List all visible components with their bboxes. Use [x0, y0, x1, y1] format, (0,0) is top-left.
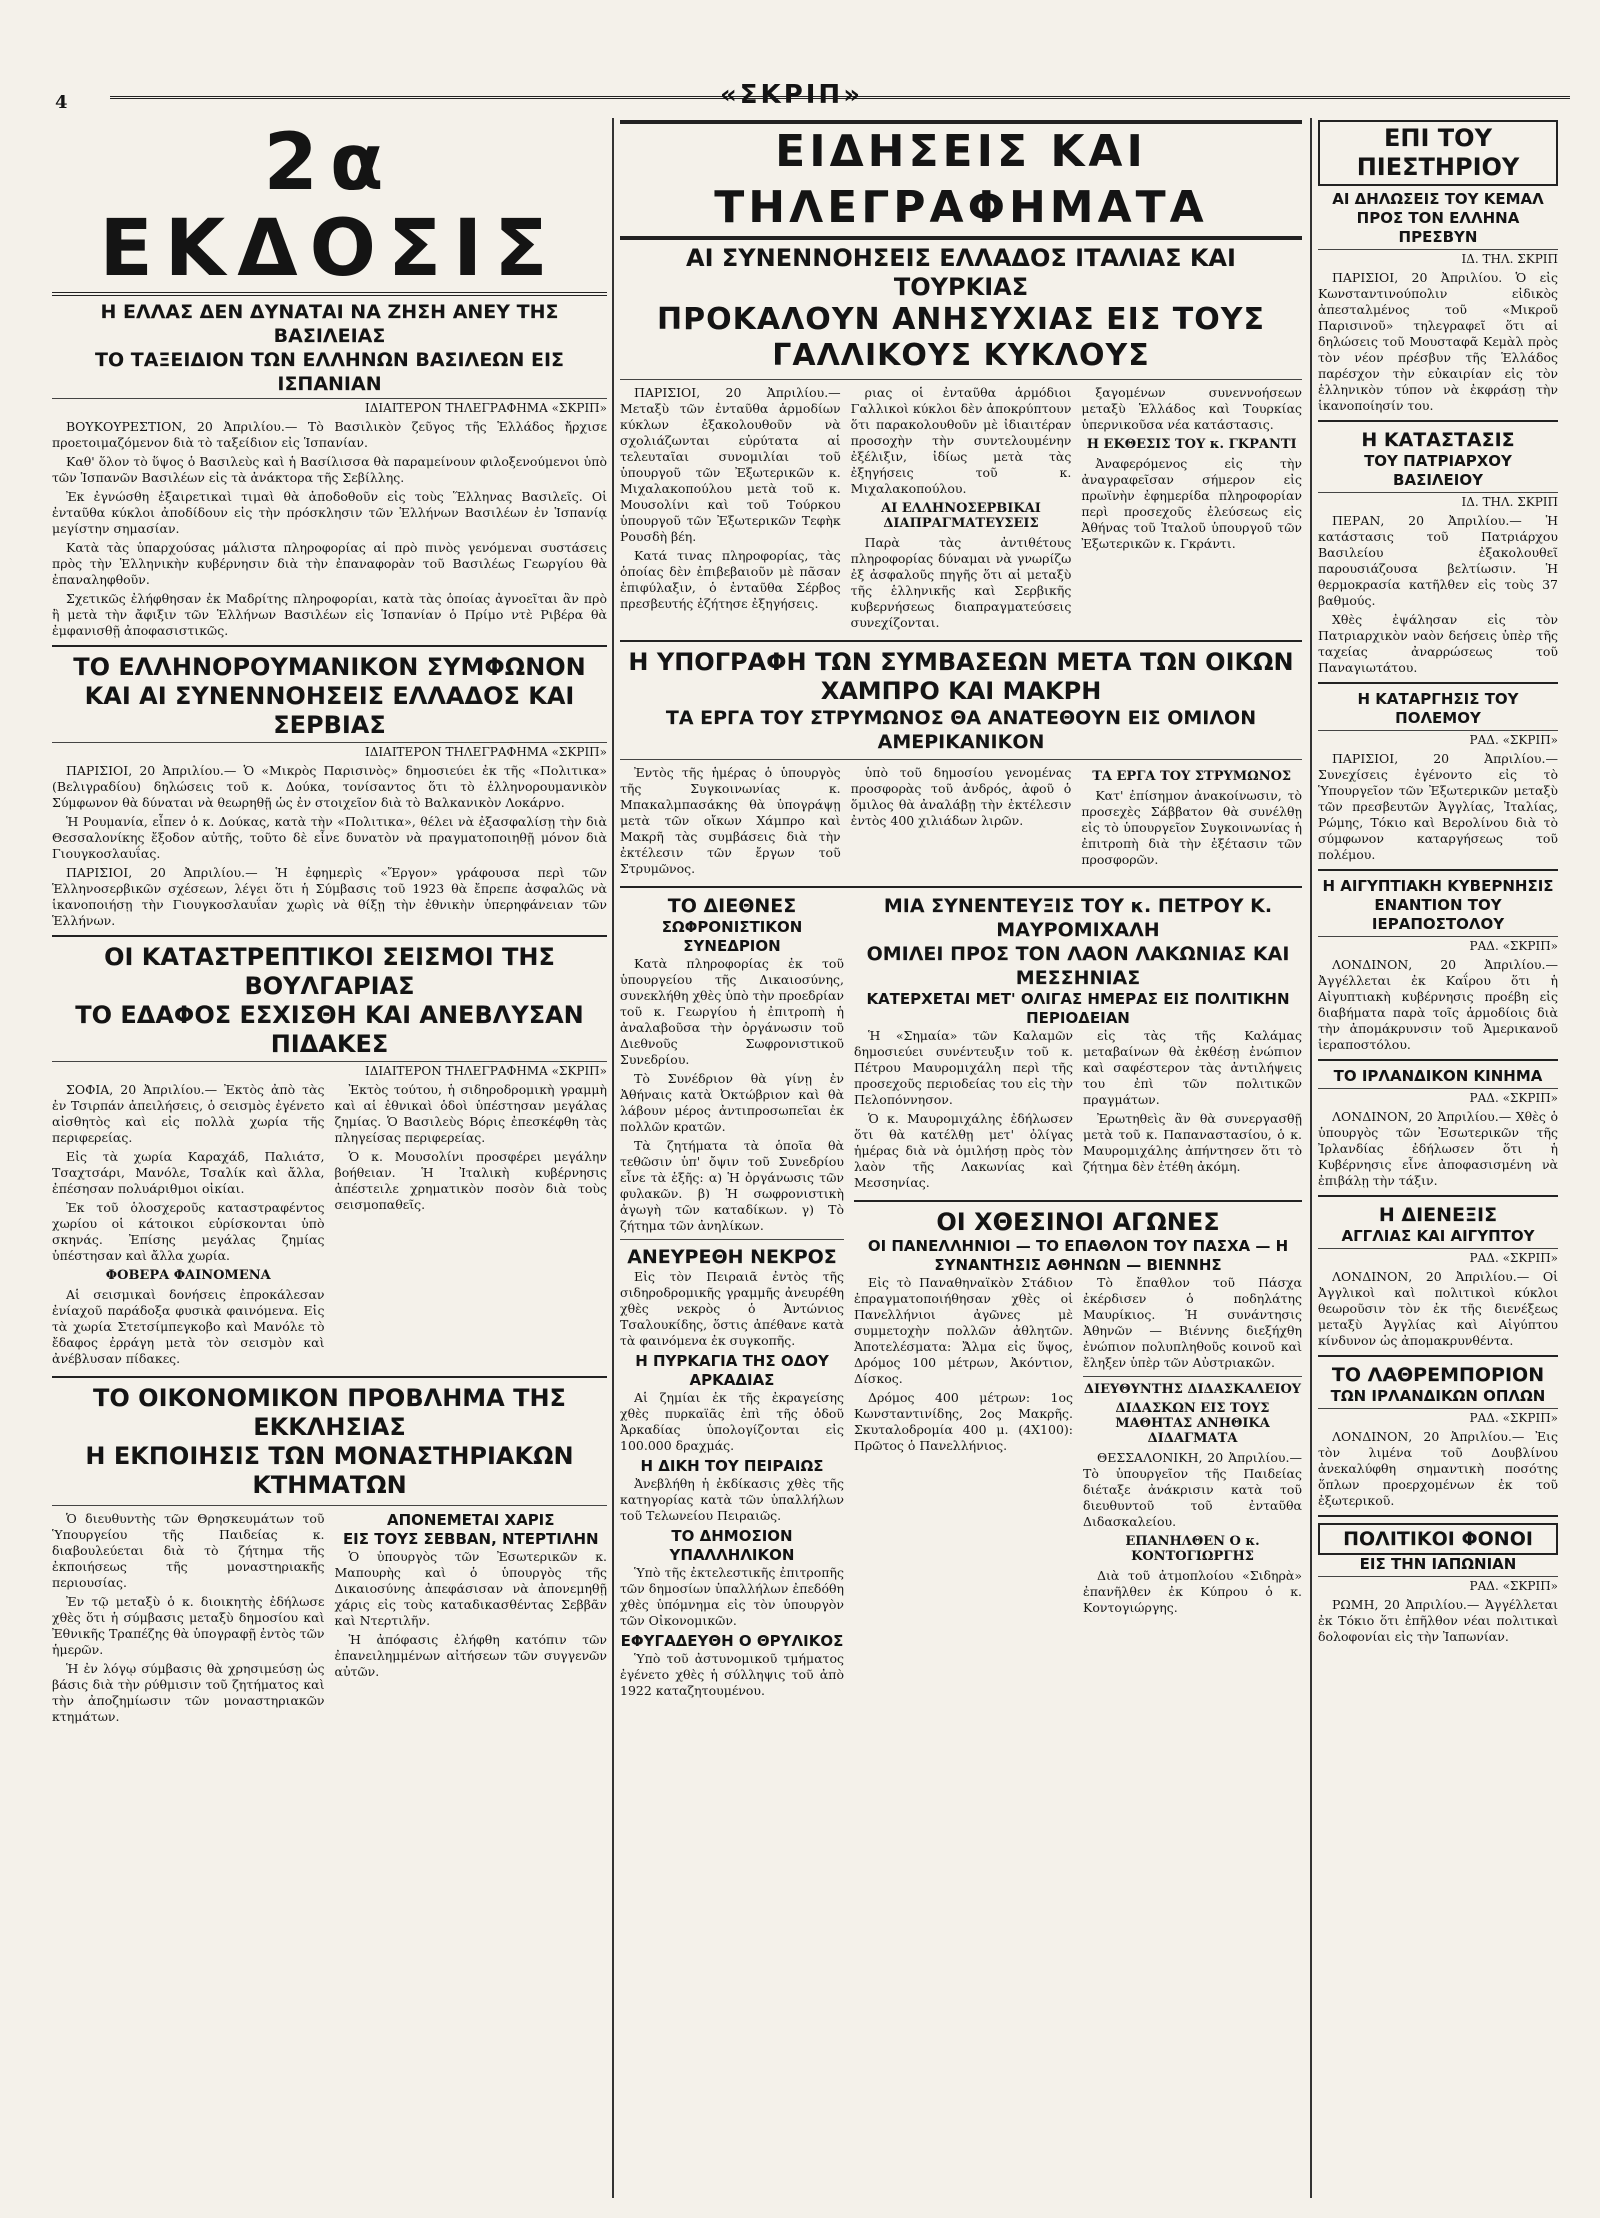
article-paragraph: Ἐκ ἐγνώσθη ἐξαιρετικαὶ τιμαὶ θὰ ἀποδοθοῦν εἰς τοὺς Ἕλληνας Βασιλεῖς. Οἱ ἐνταῦθα κύκλοι ἀποδίδουν εἰς τὴν πρόσκλησιν τῶν Ἑλλήνων Βασιλέων ἐν Ἱσπανίᾳ μεγίστην σημασίαν.: [52, 489, 607, 536]
article-paragraph: ΡΩΜΗ, 20 Ἀπριλίου.— Ἀγγέλλεται ἐκ Τόκιο ὅτι ἐπῆλθον νέαι πολιτικαὶ δολοφονίαι εἰς τὴν Ἰαπωνίαν.: [1318, 1597, 1558, 1644]
article-headline: ΟΙ ΚΑΤΑΣΤΡΕΠΤΙΚΟΙ ΣΕΙΣΜΟΙ ΤΗΣ ΒΟΥΛΓΑΡΙΑΣ: [104, 943, 555, 1000]
byline: ΙΔ. ΤΗΛ. ΣΚΡΙΠ: [1318, 492, 1558, 509]
article-paragraph: Δρόμος 400 μέτρων: 1ος Κωνσταντινίδης, 2ος Μακρῆς. Σκυταλοδρομία 400 μ. (4Χ100): Πρῶτος ὁ Πανελλήνιος.: [854, 1390, 1073, 1453]
two-column-text: [854, 1275, 1302, 1619]
left-column: [52, 120, 607, 2200]
article-headline: ΕΝΑΝΤΙΟΝ ΤΟΥ ΙΕΡΑΠΟΣΤΟΛΟΥ: [1371, 896, 1505, 933]
subheading: ΔΙΔΑΣΚΩΝ ΕΙΣ ΤΟΥΣ ΜΑΘΗΤΑΣ ΑΝΗΘΙΚΑ ΔΙΔΑΓΜΑΤΑ: [1115, 1401, 1270, 1446]
byline: ΙΔΙΑΙΤΕΡΟΝ ΤΗΛΕΓΡΑΦΗΜΑ «ΣΚΡΙΠ»: [52, 1061, 607, 1078]
three-column-text: [620, 894, 1302, 1702]
article-headline: ΤΩΝ ΙΡΛΑΝΔΙΚΩΝ ΟΠΛΩΝ: [1330, 1387, 1546, 1405]
divider: [854, 1200, 1302, 1202]
article-paragraph: ΛΟΝΔΙΝΟΝ, 20 Ἀπριλίου.— Οἱ Ἀγγλικοὶ καὶ πολιτικοὶ κύκλοι θεωροῦσιν τὸν ἐκ τῆς διενέξεως μεταξὺ Ἀγγλίας καὶ Αἰγύπτου κίνδυνον ὡς ἀπομακρυνθέντα.: [1318, 1269, 1558, 1348]
article-headline: Η ΑΙΓΥΠΤΙΑΚΗ ΚΥΒΕΡΝΗΣΙΣ: [1322, 877, 1554, 895]
article-paragraph: Ἀνεβλήθη ἡ ἐκδίκασις χθὲς τῆς κατηγορίας κατὰ τῶν ὑπαλλήλων τοῦ Τελωνείου Πειραιῶς.: [620, 1476, 844, 1523]
page-number: 4: [55, 92, 68, 113]
divider: [620, 886, 1302, 888]
article-headline: ΤΟ ΔΗΜΟΣΙΟΝ ΥΠΑΛΛΗΛΙΚΟΝ: [669, 1527, 795, 1564]
divider: [1318, 1355, 1558, 1357]
divider: [52, 1376, 607, 1378]
article-headline: ΤΟΥ ΠΑΤΡΙΑΡΧΟΥ ΒΑΣΙΛΕΙΟΥ: [1364, 452, 1512, 489]
article-headline: Η ΚΑΤΑΡΓΗΣΙΣ ΤΟΥ ΠΟΛΕΜΟΥ: [1357, 690, 1519, 727]
section-banner: ΕΙΔΗΣΕΙΣ ΚΑΙ ΤΗΛΕΓΡΑΦΗΜΑΤΑ: [620, 120, 1302, 240]
article-paragraph: Ὑπὸ τῆς ἐκτελεστικῆς ἐπιτροπῆς τῶν δημοσίων ὑπαλλήλων ἐπεδόθη χθὲς ὑπόμνημα εἰς τὸν ὑπουργὸν τῶν Οἰκονομικῶν.: [620, 1565, 844, 1628]
article-paragraph: Τὸ Συνέδριον θὰ γίνῃ ἐν Ἀθήναις κατὰ Ὀκτώβριον καὶ θὰ λάβουν μέρος ἀντιπροσωπεῖαι ἐκ πολλῶν κρατῶν.: [620, 1071, 844, 1134]
byline: ΙΔΙΑΙΤΕΡΟΝ ΤΗΛΕΓΡΑΦΗΜΑ «ΣΚΡΙΠ»: [52, 742, 607, 759]
article-paragraph: Σχετικῶς ἐλήφθησαν ἐκ Μαδρίτης πληροφορίαι, κατὰ τὰς ὁποίας ἀγνοεῖται ἂν πρὸ ἢ μετὰ τὴν ἄφιξιν τῶν Ἑλλήνων Βασιλέων εἰς Ἱσπανίαν ὁ Πρίμο ντὲ Ριβέρα θὰ ἐμφανισθῇ ἀποφασιστικῶς.: [52, 591, 607, 638]
article-headline: Η ΠΥΡΚΑΓΙΑ ΤΗΣ ΟΔΟΥ ΑΡΚΑΔΙΑΣ: [635, 1352, 829, 1389]
article-headline: ΑΓΓΛΙΑΣ ΚΑΙ ΑΙΓΥΠΤΟΥ: [1341, 1227, 1535, 1245]
article-headline: ΑΝΕΥΡΕΘΗ ΝΕΚΡΟΣ: [627, 1246, 837, 1268]
article-paragraph: Ὁ κ. Μουσολίνι προσφέρει μεγάλην βοήθειαν. Ἡ Ἰταλικὴ κυβέρνησις ἀπέστειλε χρηματικὸν ποσὸν διὰ τοὺς σεισμοπαθεῖς.: [334, 1149, 607, 1212]
article-paragraph: Κατὰ πληροφορίας ἐκ τοῦ ὑπουργείου τῆς Δικαιοσύνης, συνεκλήθη χθὲς ὑπὸ τὴν προεδρίαν τοῦ κ. Γεωργίου ἡ ἐπιτροπὴ ἡ ἀναλαβοῦσα τὴν ὀργάνωσιν τοῦ Διεθνοῦς Σωφρονιστικοῦ Συνεδρίου.: [620, 956, 844, 1067]
article-headline: Η ΔΙΕΝΕΞΙΣ: [1378, 1204, 1498, 1226]
column-rule: [1310, 118, 1312, 2198]
article-paragraph: ΒΟΥΚΟΥΡΕΣΤΙΟΝ, 20 Ἀπριλίου.— Τὸ Βασιλικὸν ζεῦγος τῆς Ἑλλάδος ἤρχισε προετοιμαζόμενον διὰ τὸ ταξείδιον εἰς Ἱσπανίαν.: [52, 419, 607, 450]
article-headline: ΤΟ ΟΙΚΟΝΟΜΙΚΟΝ ΠΡΟΒΛΗΜΑ ΤΗΣ ΕΚΚΛΗΣΙΑΣ: [93, 1384, 566, 1441]
subheading: ΑΙ ΕΛΛΗΝΟΣΕΡΒΙΚΑΙ ΔΙΑΠΡΑΓΜΑΤΕΥΣΕΙΣ: [881, 501, 1041, 531]
lead-headline: ΤΟ ΤΑΞΕΙΔΙΟΝ ΤΩΝ ΕΛΛΗΝΩΝ ΒΑΣΙΛΕΩΝ ΕΙΣ ΙΣΠΑΝΙΑΝ: [95, 349, 564, 395]
divider: [1318, 1195, 1558, 1197]
article-paragraph: εἰς τὰς τῆς Καλάμας μεταβαίνων θὰ ἐκθέσῃ ἐνώπιον καὶ σαφέστερον τὰς ἀντιλήψεις του ἐπὶ τῶν πολιτικῶν πραγμάτων.: [1083, 1028, 1302, 1107]
article-paragraph: Ἡ ἐν λόγῳ σύμβασις θὰ χρησιμεύσῃ ὡς βάσις διὰ τὴν ρύθμισιν τοῦ ζητήματος καὶ τὴν ἀποζημίωσιν τῶν μοναστηριακῶν κτημάτων.: [52, 1661, 325, 1724]
article-paragraph: ΘΕΣΣΑΛΟΝΙΚΗ, 20 Ἀπριλίου.— Τὸ ὑπουργεῖον τῆς Παιδείας διέταξε ἀνάκρισιν κατὰ τοῦ διευθυντοῦ τοῦ ἐνταῦθα Διδασκαλείου.: [1083, 1450, 1302, 1529]
article-paragraph: Κατά τινας πληροφορίας, τὰς ὁποίας δὲν ἐπιβεβαιοῦν μὲ πᾶσαν ἐπιφύλαξιν, ὁ ἐνταῦθα Σέρβος πρεσβευτής ἐζήτησε ἐξηγήσεις.: [620, 548, 841, 611]
article-headline: ΠΡΟΣ ΤΟΝ ΕΛΛΗΝΑ ΠΡΕΣΒΥΝ: [1356, 209, 1520, 246]
article-headline: Η ΔΙΚΗ ΤΟΥ ΠΕΙΡΑΙΩΣ: [640, 1457, 824, 1475]
article-paragraph: ΠΑΡΙΣΙΟΙ, 20 Ἀπριλίου. Ὁ εἰς Κωνσταντινούπολιν εἰδικὸς ἀπεσταλμένος τοῦ «Μικροῦ Παρισινοῦ» τηλεγραφεῖ ὅτι αἱ δηλώσεις τοῦ Μουσταφᾶ Κεμὰλ πρὸς τὸν νέον πρέσβυν τῆς Ἑλλάδος παρέσχον τὴν εὐκαιρίαν εἰς τὸν ἑλληνικὸν τύπον νὰ ἐκφράσῃ τὴν ἱκανοποίησίν του.: [1318, 270, 1558, 413]
byline: ΡΑΔ. «ΣΚΡΙΠ»: [1318, 1248, 1558, 1265]
article-headline: ΑΙ ΣΥΝΕΝΝΟΗΣΕΙΣ ΕΛΛΑΔΟΣ ΙΤΑΛΙΑΣ ΚΑΙ ΤΟΥΡΚΙΑΣ: [686, 244, 1236, 301]
divider: [1318, 869, 1558, 871]
article-headline: ΕΠΙ ΤΟΥ ΠΙΕΣΤΗΡΙΟΥ: [1318, 120, 1558, 186]
article-paragraph: Ἐκ τοῦ ὁλοσχεροῦς καταστραφέντος χωρίου οἱ κάτοικοι εὑρίσκονται ὑπὸ σκηνάς. Ἐπίσης μεγάλας ζημίας ὑπέστησαν καὶ ἄλλα χωρία.: [52, 1200, 325, 1263]
byline: ΡΑΔ. «ΣΚΡΙΠ»: [1318, 1088, 1558, 1105]
subheading: ΔΙΕΥΘΥΝΤΗΣ ΔΙΔΑΣΚΑΛΕΙΟΥ: [1083, 1382, 1302, 1397]
article-headline: ΟΜΙΛΕΙ ΠΡΟΣ ΤΟΝ ΛΑΟΝ ΛΑΚΩΝΙΑΣ ΚΑΙ ΜΕΣΣΗΝΙΑΣ: [866, 943, 1290, 989]
article-headline: ΤΑ ΕΡΓΑ ΤΟΥ ΣΤΡΥΜΩΝΟΣ ΘΑ ΑΝΑΤΕΘΟΥΝ ΕΙΣ ΟΜΙΛΟΝ ΑΜΕΡΙΚΑΝΙΚΟΝ: [665, 707, 1257, 753]
article-paragraph: ΛΟΝΔΙΝΟΝ, 20 Ἀπριλίου.— Ἐις τὸν λιμένα τοῦ Δουβλίνου ἀνεκαλύφθη σημαντικὴ ποσότης ὅπλων προερχομένων ἐκ τοῦ ἐξωτερικοῦ.: [1318, 1429, 1558, 1508]
article-paragraph: Ὁ διευθυντὴς τῶν Θρησκευμάτων τοῦ Ὑπουργείου τῆς Παιδείας κ. διαβουλεύεται διὰ τὸ ζήτημα τῆς ἐκποιήσεως τῆς μοναστηριακῆς περιουσίας.: [52, 1511, 325, 1590]
article-paragraph: ριας οἱ ἐνταῦθα ἁρμόδιοι Γαλλικοὶ κύκλοι δὲν ἀποκρύπτουν ὅτι παρακολουθοῦν μὲ ἰδιαιτέραν προσοχὴν τὴν συντελουμένην ἐξέλιξιν, ἰδίως μετὰ τὰς ἐξηγήσεις τοῦ κ. Μιχαλακοπούλου.: [850, 385, 1072, 496]
article-paragraph: Ἐκτὸς τούτου, ἡ σιδηροδρομικὴ γραμμὴ καὶ αἱ ἐθνικαὶ ὁδοὶ ὑπέστησαν μεγάλας ζημίας. Ὁ Βασιλεὺς Βόρις ἐπεσκέφθη τὰς πληγείσας περιφερείας.: [334, 1082, 607, 1145]
article-headline: Η ΕΚΠΟΙΗΣΙΣ ΤΩΝ ΜΟΝΑΣΤΗΡΙΑΚΩΝ ΚΤΗΜΑΤΩΝ: [85, 1442, 574, 1499]
two-column-text: [854, 1028, 1302, 1194]
article-paragraph: Ἡ «Σημαία» τῶν Καλαμῶν δημοσιεύει συνέντευξιν τοῦ κ. Πέτρου Μαυρομιχάλη περὶ τῆς προσεχοῦς περιοδείας του εἰς τὴν Πελοπόννησον.: [854, 1028, 1073, 1107]
lead-headline: Η ΕΛΛΑΣ ΔΕΝ ΔΥΝΑΤΑΙ ΝΑ ΖΗΣΗ ΑΝΕΥ ΤΗΣ ΒΑΣΙΛΕΙΑΣ: [100, 301, 559, 347]
divider: [52, 935, 607, 937]
article-paragraph: Εἰς τὰ χωρία Καραχάδ, Παλιάτσ, Τσαχτσάρι, Μανόλε, Τσαλίκ καὶ ἄλλα, ἐπέσησαν πολυάριθμοι οἰκίαι.: [52, 1149, 325, 1196]
divider: [620, 640, 1302, 642]
article-paragraph: Ὑπὸ τοῦ ἀστυνομικοῦ τμήματος ἐγένετο χθὲς ἡ σύλληψις τοῦ ἀπὸ 1922 καταζητουμένου.: [620, 1651, 844, 1698]
article-paragraph: ΛΟΝΔΙΝΟΝ, 20 Ἀπριλίου.— Ἀγγέλλεται ἐκ Καΐρου ὅτι ἡ Αἰγυπτιακὴ κυβέρνησις προέβη εἰς διαβήματα παρὰ τοῖς ἁρμοδίοις διὰ τὴν ἀπομάκρυνσιν τοῦ Ἀμερικανοῦ ἱεραποστόλου.: [1318, 957, 1558, 1052]
divider: [1083, 1376, 1302, 1377]
article-paragraph: Χθὲς ἐψάλησαν εἰς τὸν Πατριαρχικὸν ναὸν δεήσεις ὑπὲρ τῆς ταχείας ἀναρρώσεως τοῦ Παναγιωτάτου.: [1318, 612, 1558, 675]
article-paragraph: Αἱ σεισμικαὶ δονήσεις ἐπροκάλεσαν ἐνίαχοῦ παράδοξα φυσικὰ φαινόμενα. Εἰς τὰ χωρία Στετσίμπεγκοβο καὶ Μανόλε τὸ ἔδαφος ἐρράγη μετὰ τὸν σεισμὸν καὶ ἀνέβλυσαν πίδακες.: [52, 1287, 325, 1366]
byline: ΙΔΙΑΙΤΕΡΟΝ ΤΗΛΕΓΡΑΦΗΜΑ «ΣΚΡΙΠ»: [52, 398, 607, 415]
article-paragraph: ΠΑΡΙΣΙΟΙ, 20 Ἀπριλίου.— Ἡ ἐφημερὶς «Ἔργον» γράφουσα περὶ τῶν Ἑλληνοσερβικῶν σχέσεων, λέγει ὅτι ἡ Σύμβασις τοῦ 1923 θὰ ἔπρεπε ἀσφαλῶς νὰ ἱκανοποιήσῃ τὴν Γιουγκοσλαυΐαν χωρὶς νὰ θίξῃ τὴν ἐθνικὴν ὑπερηφάνειαν τῶν Ἑλλήνων.: [52, 865, 607, 928]
article-headline: ΜΙΑ ΣΥΝΕΝΤΕΥΞΙΣ ΤΟΥ κ. ΠΕΤΡΟΥ Κ. ΜΑΥΡΟΜΙΧΑΛΗ: [883, 895, 1273, 941]
subheading: Η ΕΚΘΕΣΙΣ ΤΟΥ κ. ΓΚΡΑΝΤΙ: [1086, 437, 1297, 452]
article-paragraph: ΠΑΡΙΣΙΟΙ, 20 Ἀπριλίου.— Ὁ «Μικρὸς Παρισινὸς» δημοσιεύει ἐκ τῆς «Πολιτικα» (Βελιγραδίου) δηλώσεις τοῦ κ. Δούκα, τονίσαντος ὅτι τὸ ἑλληνορουμανικὸν Σύμφωνον θὰ δύναται νὰ θεωρηθῇ ὡς ἐν στοιχεῖον διὰ τὸ Βαλκανικὸν Λοκάρνο.: [52, 763, 607, 810]
divider: [620, 1239, 844, 1240]
article-headline: Η ΚΑΤΑΣΤΑΣΙΣ: [1361, 429, 1515, 451]
article-paragraph: ΣΟΦΙΑ, 20 Ἀπριλίου.— Ἐκτὸς ἀπὸ τὰς ἐν Τσιρπάν ἀπειλήσεις, ὁ σεισμὸς ἐγένετο αἰσθητὸς καὶ εἰς πολλὰ χωρία τῆς περιφερείας.: [52, 1082, 325, 1145]
article-paragraph: Ἐντὸς τῆς ἡμέρας ὁ ὑπουργὸς τῆς Συγκοινωνίας κ. Μπακαλμπασάκης θὰ ὑπογράψῃ μετὰ τῶν οἴκων Χάμπρο καὶ Μακρῆ τὰς συμβάσεις διὰ τὴν ἐκτέλεσιν τῶν ἔργων τοῦ Στρυμῶνος.: [620, 765, 841, 876]
article-headline: ΕΦΥΓΑΔΕΥΘΗ Ο ΘΡΥΛΙΚΟΣ: [620, 1632, 844, 1650]
article-paragraph: ΛΟΝΔΙΝΟΝ, 20 Ἀπριλίου.— Χθὲς ὁ ὑπουργὸς τῶν Ἐσωτερικῶν τῆς Ἰρλανδίας ἐδήλωσεν ὅτι ἡ Κυβέρνησις εἶνε ἀποφασισμένη νὰ ἐπιβάλῃ τὴν τάξιν.: [1318, 1109, 1558, 1188]
article-headline: ΠΡΟΚΑΛΟΥΝ ΑΝΗΣΥΧΙΑΣ ΕΙΣ ΤΟΥΣ ΓΑΛΛΙΚΟΥΣ ΚΥΚΛΟΥΣ: [657, 302, 1265, 373]
two-column-text: [52, 1511, 607, 1728]
article-headline: ΕΙΣ ΤΟΥΣ ΣΕΒΒΑΝ, ΝΤΕΡΤΙΛΗΝ: [342, 1530, 599, 1548]
article-paragraph: Εἰς τὸν Πειραιᾶ ἐντὸς τῆς σιδηροδρομικῆς γραμμῆς ἀνευρέθη χθὲς νεκρὸς ὁ Ἀντώνιος Τσαλουκίδης, ὅστις ἀπέθανε κατὰ τὰ φαινόμενα ἐκ συγκοπῆς.: [620, 1269, 844, 1348]
masthead: «ΣΚΡΙΠ»: [720, 80, 863, 110]
article-paragraph: Ἀναφερόμενος εἰς τὴν ἀναγραφεῖσαν σήμερον εἰς πρωϊνὴν ἐφημερίδα πληροφορίαν περὶ προσεχοῦς ἐλεύσεως εἰς Ἀθήνας τοῦ Ἰταλοῦ ὑπουργοῦ τῶν Ἐξωτερικῶν κ. Γκράντι.: [1081, 456, 1302, 551]
article-headline: ΟΙ ΧΘΕΣΙΝΟΙ ΑΓΩΝΕΣ: [936, 1208, 1220, 1236]
article-headline: ΠΟΛΙΤΙΚΟΙ ΦΟΝΟΙ: [1318, 1523, 1558, 1555]
edition-title: 2α ΕΚΔΟΣΙΣ: [52, 120, 607, 296]
middle-column: [620, 120, 1302, 2200]
article-paragraph: Κατ' ἐπίσημον ἀνακοίνωσιν, τὸ προσεχὲς Σάββατον θὰ συνέλθῃ εἰς τὸ ὑπουργεῖον Συγκοινωνίας ἡ ἐπιτροπὴ διὰ τὴν ἐξέτασιν τῶν προσφορῶν.: [1081, 788, 1302, 867]
article-paragraph: ξαγομένων συνεννοήσεων μεταξὺ Ἑλλάδος καὶ Τουρκίας ὑπερνικοῦσα νέα κατάστασις.: [1081, 385, 1302, 432]
two-column-text: [52, 1082, 607, 1370]
article-paragraph: Ἐρωτηθεὶς ἂν θὰ συνεργασθῇ μετὰ τοῦ κ. Παπαναστασίου, ὁ κ. Μαυρομιχάλης ἀπήντησεν ὅτι τὸ ζήτημα δὲν ἐτέθη ἀκόμη.: [1083, 1111, 1302, 1174]
three-column-text: [620, 385, 1302, 634]
three-column-text: [620, 765, 1302, 880]
article-paragraph: Ὁ ὑπουργὸς τῶν Ἐσωτερικῶν κ. Μαπουρὴς καὶ ὁ ὑπουργὸς τῆς Δικαιοσύνης ἀπεφάσισαν νὰ ἀπονεμηθῇ χάρις εἰς τοὺς καταδικασθέντας Σεββᾶν καὶ Ντερτιλῆν.: [334, 1549, 607, 1628]
article-headline: Η ΥΠΟΓΡΑΦΗ ΤΩΝ ΣΥΜΒΑΣΕΩΝ ΜΕΤΑ ΤΩΝ ΟΙΚΩΝ ΧΑΜΠΡΟ ΚΑΙ ΜΑΚΡΗ: [628, 648, 1294, 705]
article-paragraph: Καθ' ὅλον τὸ ὕψος ὁ Βασιλεὺς καὶ ἡ Βασίλισσα θὰ παραμείνουν φιλοξενούμενοι ὑπὸ τῶν Ἱσπανῶν Βασιλέων εἰς τὰ ἀνάκτορα τῆς Σεβίλλης.: [52, 454, 607, 485]
byline: ΡΑΔ. «ΣΚΡΙΠ»: [1318, 936, 1558, 953]
article-headline: ΤΟ ΕΛΛΗΝΟΡΟΥΜΑΝΙΚΟΝ ΣΥΜΦΩΝΟΝ: [73, 653, 586, 681]
byline: ΡΑΔ. «ΣΚΡΙΠ»: [1318, 1408, 1558, 1425]
byline: ΡΑΔ. «ΣΚΡΙΠ»: [1318, 730, 1558, 747]
article-paragraph: ΠΑΡΙΣΙΟΙ, 20 Ἀπριλίου.— Συνεχίσεις ἐγένοντο εἰς τὸ Ὑπουργεῖον τῶν Ἐξωτερικῶν μεταξὺ τῶν πρεσβευτῶν Ἀγγλίας, Ἰταλίας, Ρώμης, Τόκιο καὶ Βερολίνου διὰ τὸ σύμφωνον καταργήσεως τοῦ πολέμου.: [1318, 751, 1558, 862]
divider: [620, 379, 1302, 380]
article-paragraph: ΠΑΡΙΣΙΟΙ, 20 Ἀπριλίου.— Μεταξὺ τῶν ἐνταῦθα ἁρμοδίων κύκλων ἐξακολουθοῦν νὰ σχολιάζωνται εὐρύτατα αἱ τελευταῖαι συνομιλίαι τοῦ ὑπουργοῦ τῶν Ἐξωτερικῶν κ. Μιχαλακοπούλου μετὰ τοῦ κ. Μουσολίνι καὶ τοῦ Τούρκου ὑπουργοῦ τῶν Ἐξωτερικῶν Τεφὴκ Ρουσδὴ βέη.: [620, 385, 841, 544]
divider: [1318, 1059, 1558, 1061]
subheading: ΕΠΑΝΗΛΘΕΝ Ο κ. ΚΟΝΤΟΓΙΩΡΓΗΣ: [1125, 1534, 1260, 1564]
article-paragraph: ὑπὸ τοῦ δημοσίου γενομένας προσφορὰς τοῦ ἀνδρός, ἀφοῦ ὁ ὅμιλος θὰ ἀναλάβῃ τὴν ἐκτέλεσιν ἐντὸς 400 χιλιάδων λιρῶν.: [850, 765, 1072, 828]
article-paragraph: Ἡ Ρουμανία, εἶπεν ὁ κ. Δούκας, κατὰ τὴν «Πολιτικα», θέλει νὰ ἐξασφαλίσῃ τὴν διὰ Θεσσαλονίκης ἔξοδον αὐτῆς, τοῦτο δὲ εἶνε δυνατὸν νὰ πραγματοποιηθῇ μόνον διὰ Γιουγκοσλαυΐας.: [52, 814, 607, 861]
article-paragraph: Αἱ ζημίαι ἐκ τῆς ἐκραγείσης χθὲς πυρκαϊᾶς ἐπὶ τῆς ὁδοῦ Ἀρκαδίας ὑπολογίζονται εἰς 100.000 δραχμάς.: [620, 1390, 844, 1453]
article-paragraph: Ἡ ἀπόφασις ἐλήφθη κατόπιν τῶν ἐπανειλημμένων αἰτήσεων τῶν συγγενῶν αὐτῶν.: [334, 1632, 607, 1679]
article-headline: ΤΟ ΔΙΕΘΝΕΣ: [667, 895, 797, 917]
divider: [620, 759, 1302, 760]
divider: [52, 1505, 607, 1506]
column-rule: [612, 118, 614, 2198]
subheading: ΦΟΒΕΡΑ ΦΑΙΝΟΜΕΝΑ: [105, 1268, 271, 1283]
article-headline: ΣΩΦΡΟΝΙΣΤΙΚΟΝ ΣΥΝΕΔΡΙΟΝ: [661, 918, 803, 955]
subheading: ΤΑ ΕΡΓΑ ΤΟΥ ΣΤΡΥΜΩΝΟΣ: [1092, 769, 1292, 784]
article-paragraph: Τὸ ἔπαθλον τοῦ Πάσχα ἐκέρδισεν ὁ ποδηλάτης Μαυρίκιος. Ἡ συνάντησις Ἀθηνῶν — Βιέννης διεξήχθη ἐνώπιον πολυπληθοῦς κοινοῦ καὶ ἔληξεν ὑπὲρ τῶν Αὐστριακῶν.: [1083, 1275, 1302, 1370]
byline: ΡΑΔ. «ΣΚΡΙΠ»: [1318, 1576, 1558, 1593]
article-paragraph: Παρὰ τὰς ἀντιθέτους πληροφορίας δύναμαι νὰ γνωρίζω ἐξ ἀσφαλοῦς πηγῆς ὅτι αἱ μεταξὺ τῆς ἑλληνικῆς καὶ Σερβικῆς κυβερνήσεως διαπραγματεύσεις συνεχίζονται.: [850, 535, 1072, 630]
article-paragraph: ΠΕΡΑΝ, 20 Ἀπριλίου.— Ἡ κατάστασις τοῦ Πατριάρχου Βασιλείου ἐξακολουθεῖ παρουσιάζουσα βελτίωσιν. Ἡ θερμοκρασία κατῆλθεν εἰς τοὺς 37 βαθμούς.: [1318, 513, 1558, 608]
article-paragraph: Ἐν τῷ μεταξὺ ὁ κ. διοικητὴς ἐδήλωσε χθὲς ὅτι ἡ σύμβασις μεταξὺ δημοσίου καὶ Ἐθνικῆς Τραπέζης θὰ ὑπογραφῇ ἐντὸς τῶν ἡμερῶν.: [52, 1594, 325, 1657]
article-headline: ΕΙΣ ΤΗΝ ΙΑΠΩΝΙΑΝ: [1359, 1555, 1517, 1573]
article-headline: ΑΠΟΝΕΜΕΤΑΙ ΧΑΡΙΣ: [386, 1511, 555, 1529]
article-headline: ΟΙ ΠΑΝΕΛΛΗΝΙΟΙ — ΤΟ ΕΠΑΘΛΟΝ ΤΟΥ ΠΑΣΧΑ — Η ΣΥΝΑΝΤΗΣΙΣ ΑΘΗΝΩΝ — ΒΙΕΝΝΗΣ: [867, 1237, 1289, 1274]
right-column: [1318, 120, 1558, 2200]
article-headline: ΤΟ ΕΔΑΦΟΣ ΕΣΧΙΣΘΗ ΚΑΙ ΑΝΕΒΛΥΣΑΝ ΠΙΔΑΚΕΣ: [75, 1001, 584, 1058]
article-headline: ΤΟ ΙΡΛΑΝΔΙΚΟΝ ΚΙΝΗΜΑ: [1333, 1067, 1543, 1085]
article-paragraph: Ὁ κ. Μαυρομιχάλης ἐδήλωσεν ὅτι θὰ κατέλθῃ μετ' ὀλίγας ἡμέρας διὰ νὰ ὁμιλήσῃ πρὸς τὸν λαὸν τῆς Λακωνίας καὶ Μεσσηνίας.: [854, 1111, 1073, 1190]
divider: [1318, 1515, 1558, 1517]
article-paragraph: Κατὰ τὰς ὑπαρχούσας μάλιστα πληροφορίας αἱ πρὸ πινὸς γενόμεναι συστάσεις πρὸς τὴν Ἑλληνικὴν κυβέρνησιν διὰ τὴν ἐπαναφορὰν τοῦ Βασιλέως Γεωργίου θὰ ἐπαναληφθοῦν.: [52, 540, 607, 587]
byline: ΙΔ. ΤΗΛ. ΣΚΡΙΠ: [1318, 249, 1558, 266]
article-headline: ΚΑΤΕΡΧΕΤΑΙ ΜΕΤ' ΟΛΙΓΑΣ ΗΜΕΡΑΣ ΕΙΣ ΠΟΛΙΤΙΚΗΝ ΠΕΡΙΟΔΕΙΑΝ: [866, 990, 1290, 1027]
article-paragraph: Τὰ ζητήματα τὰ ὁποῖα θὰ τεθῶσιν ὑπ' ὄψιν τοῦ Συνεδρίου εἶνε τὰ ἑξῆς: α) Ἡ ὀργάνωσις τῶν φυλακῶν. β) Ἡ σωφρονιστικὴ ἀγωγὴ τῶν καταδίκων. γ) Τὸ ζήτημα τῶν ἀνηλίκων.: [620, 1138, 844, 1233]
article-headline: ΑΙ ΔΗΛΩΣΕΙΣ ΤΟΥ ΚΕΜΑΛ: [1332, 190, 1544, 208]
divider: [52, 645, 607, 647]
article-headline: ΤΟ ΛΑΘΡΕΜΠΟΡΙΟΝ: [1331, 1364, 1545, 1386]
article-paragraph: Εἰς τὸ Παναθηναϊκὸν Στάδιον ἐπραγματοποιήθησαν χθὲς οἱ Πανελλήνιοι ἀγῶνες μὲ συμμετοχὴν πολλῶν ἀθλητῶν. Ἀποτελέσματα: Ἄλμα εἰς ὕψος, Δρόμος 100 μέτρων, Ἀκόντιον, Δίσκος.: [854, 1275, 1073, 1386]
divider: [1318, 420, 1558, 422]
article-paragraph: Διὰ τοῦ ἀτμοπλοίου «Σιδηρὰ» ἐπανῆλθεν ἐκ Κύπρου ὁ κ. Κοντογιώργης.: [1083, 1568, 1302, 1615]
divider: [1318, 682, 1558, 684]
article-headline: ΚΑΙ ΑΙ ΣΥΝΕΝΝΟΗΣΕΙΣ ΕΛΛΑΔΟΣ ΚΑΙ ΣΕΡΒΙΑΣ: [84, 682, 575, 739]
